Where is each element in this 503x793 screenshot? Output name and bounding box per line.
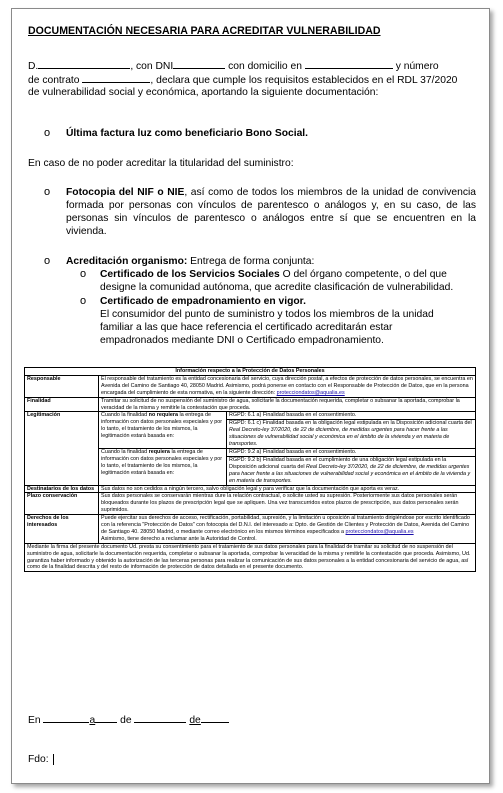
rgpd-9-2-a: RGPD: 9.2 a) Finalidad basada en el consentimiento. [227, 448, 476, 456]
sub-empadronamiento: Certificado de empadronamiento en vigor. [100, 296, 306, 307]
year-blank[interactable] [201, 713, 229, 723]
item-acreditacion: Acreditación organismo: Entrega de forma conjunta: [66, 256, 315, 267]
month-blank[interactable] [134, 713, 186, 723]
bullet-icon: o [80, 295, 87, 307]
sub-servicios-sociales-line-2: designe la comunidad autónoma, que acredite clasificación de vulnerabilidad. [100, 282, 454, 293]
row-text-plazo: Sus datos personales se conservarán mientras dure la relación contractual, o solicite usted su supresión. Posteriormente sus datos personales serán bloqueados durante los plazos de prescripción legal que se apliquen. Una vez transcurridos estos plazos de prescripción, sus datos personales serán suprimidos. [99, 493, 476, 515]
legitimacion-case-1: Cuando la finalidad no requiera la entrega de información con datos personales especiales y por lo tanto, el tratamiento de los mismos, la legitimación estará basada en: [99, 412, 227, 449]
address-blank[interactable] [305, 59, 393, 69]
row-text-destinatarios: Sus datos no son cedidos a ningún tercero, salvo obligación legal y para verificar que la documentación que aporta es veraz. [99, 485, 476, 493]
bullet-icon: o [80, 268, 87, 280]
document-title: DOCUMENTACIÓN NECESARIA PARA ACREDITAR VULNERABILIDAD [28, 25, 381, 37]
rgpd-6-1-a: RGPD: 6.1 a) Finalidad basada en el consentimiento. [227, 412, 476, 420]
intro-line-3: de vulnerabilidad social y económica, aportando la siguiente documentación: [28, 87, 379, 98]
table-row [25, 397, 476, 412]
table-row [25, 368, 476, 376]
bullet-icon: o [44, 186, 51, 198]
intro-line-2: de contrato , declara que cumple los requisitos establecidos en el RDL 37/2020 [28, 75, 458, 86]
item-nif-nie: Fotocopia del NIF o NIE, así como de todos los miembros de la unidad de convivencia formada por personas con vínculos de parentesco o análogos y, en su caso, de las personas sin vínculos de parentesco o análogos entre sí que se encuentren en la vivienda. [66, 187, 476, 237]
table-header: Información respecto a la Protección de Datos Personales [25, 368, 476, 376]
fallback-text: En caso de no poder acreditar la titularidad del suministro: [28, 158, 294, 169]
table-row [25, 493, 476, 515]
table-row [25, 515, 476, 544]
sub-empadronamiento-line-2: familiar a las que hace referencia el certificado acreditarán estar [100, 322, 393, 333]
place-blank[interactable] [43, 713, 89, 723]
row-label-plazo: Plazo conservación [25, 493, 99, 515]
email-link[interactable]: protecciondatos@aqualia.es [276, 389, 345, 396]
row-label-destinatarios: Destinatarios de los datos [25, 485, 99, 493]
rgpd-6-1-c: RGPD: 6.1 c) Finalidad basada en la obligación legal estipulada en la Disposición adicional cuarta del Real Decreto-ley 37/2020, de 22 de diciembre, de medidas urgentes para hacer frente a las situaciones de vulnerabilidad social y económica en el ámbito de la vivienda y en materia de transportes. [227, 420, 476, 449]
row-label-legitimacion: Legitimación [25, 412, 99, 485]
table-row [25, 543, 476, 572]
item-bono-social: Última factura luz como beneficiario Bono Social. [66, 128, 309, 139]
intro-line-1: D. , con DNI con domicilio en y número [28, 61, 439, 72]
table-row [25, 412, 476, 420]
email-link[interactable]: protecciondatos@aqualia.es [345, 528, 414, 535]
table-row [25, 485, 476, 493]
text-cursor[interactable] [53, 754, 54, 765]
row-label-responsable: Responsable [25, 375, 99, 397]
sub-empadronamiento-line-1: El consumidor del punto de suministro y todos los miembros de la unidad [100, 309, 434, 320]
sub-empadronamiento-line-3: empadronados mediante DNI o Certificado empadronamiento. [100, 335, 384, 346]
bullet-icon: o [44, 127, 51, 139]
dni-blank[interactable] [173, 59, 225, 69]
table-row [25, 375, 476, 397]
row-text-derechos: Puede ejercitar sus derechos de acceso, rectificación, portabilidad, supresión, y la limitación u oposición al tratamiento dirigiéndose por escrito identificado con la referencia "Protección de Datos" con fotocopia del D.N.I. del interesado a: Dpto. de Gestión de Clientes y Protección de Datos, Avenida del Camino de Santiago 40. 28050 Madrid, o mediante correo electrónico en los mismos términos especificados a protecciondatos@aqualia.es Asimismo, tiene derecho a reclamar ante la Autoridad de Control. [99, 515, 476, 544]
name-blank[interactable] [38, 59, 130, 69]
sub-servicios-sociales: Certificado de los Servicios Sociales O del órgano competente, o del que [100, 269, 447, 280]
row-text-responsable: El responsable del tratamiento es la entidad concesionaria del servicio, cuya dirección postal, a efectos de protección de datos personales, se encuentra en Avenida del Camino de Santiago 40, 28050 Madrid. Asimismo, podrá ponerse en contacto con el Responsable de Protección de Datos, que en la persona encargada del cumplimiento de esta normativa, en la siguiente dirección: protecciondatos@aqualia.es [99, 375, 476, 397]
row-label-derechos: Derechos de los interesados [25, 515, 99, 544]
data-protection-table [24, 367, 476, 572]
contract-blank[interactable] [82, 73, 150, 83]
document-page [11, 8, 490, 784]
signature-place-date: En a de de [28, 713, 229, 727]
signature-label: Fdo: [28, 753, 54, 766]
rgpd-9-2-b: RGPD: 9.2 b) Finalidad basada en el cumplimiento de una obligación legal estipulada en la Disposición adicional cuarta del Real Decreto-ley 37/2020, de 22 de diciembre, de medidas urgentes para hacer frente a las situaciones de vulnerabilidad social y económica en el ámbito de la vivienda y en materia de transportes. [227, 456, 476, 485]
day-blank[interactable] [95, 713, 117, 723]
row-label-finalidad: Finalidad [25, 397, 99, 412]
consent-footer: Mediante la firma del presente documento Ud. presta su consentimiento para el tratamiento de sus datos personales para la finalidad de tramitar su solicitud de no suspensión del suministro de agua, solicitarle la documentación requerida, completar o subsanar la aportada, comprobar la veracidad de la misma y remitirle la contestación que proceda. Asimismo, Ud. garantiza haber informado y obtenido la autorización de las terceras personas para realizar la comunicación de sus datos personales a la entidad concesionaria del servicio de agua, así como de la finalidad descrita y del resto de información de protección de datos detallada en el presente documento. [25, 543, 476, 572]
row-text-finalidad: Tramitar su solicitud de no suspensión del suministro de agua, solicitarle la documentación requerida, completar o subsanar la aportada, comprobar la veracidad de la misma y remitirle la contestación que proceda. [99, 397, 476, 412]
bullet-icon: o [44, 255, 51, 267]
legitimacion-case-2: Cuando la finalidad requiera la entrega de información con datos personales especiales y por lo tanto, el tratamiento de los mismos, la legitimación estará basada en: [99, 448, 227, 485]
